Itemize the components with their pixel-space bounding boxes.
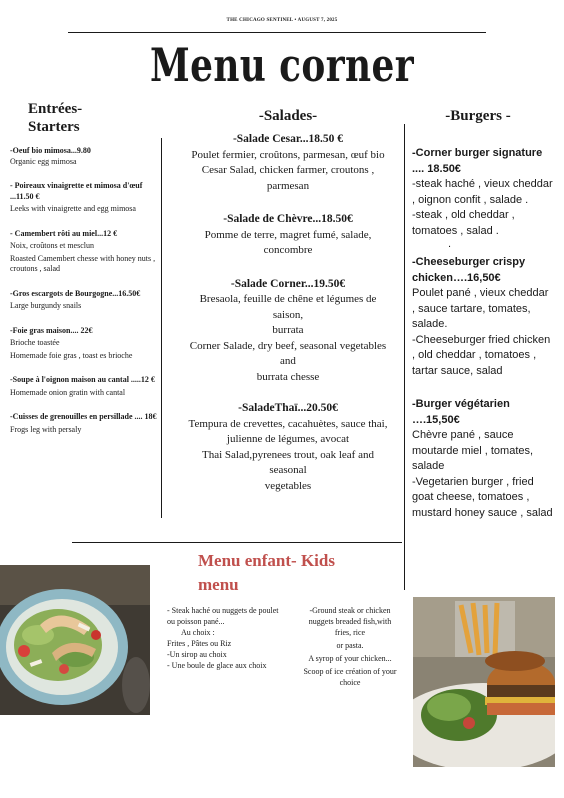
burgers-section <box>412 106 554 521</box>
entree-name: - Poireaux vinaigrette et mimosa d'œuf ...11.50 € <box>10 181 143 201</box>
salade-line-en: Cesar Salad, chicken farmer, croutons , parmesan <box>201 164 375 192</box>
entrees-heading-fr: Entrées- <box>28 101 83 117</box>
kids-line-en: -Ground steak or chicken nuggets breaded fish,with fries, rice <box>308 606 392 637</box>
entree-name: -Cuisses de grenouilles en persillade .... 18€ <box>10 412 157 421</box>
masthead: THE CHICAGO SENTINEL • AUGUST 7, 2025 <box>226 18 338 23</box>
burger-line-en: -Cheeseburger fried chicken , old cheddar , tomatoes , tartar sauce, salad <box>412 333 551 377</box>
entree-desc-en: Homemade foie gras , toast es brioche <box>10 350 133 360</box>
salade-item-cesar <box>188 132 388 194</box>
salade-line: Tempura de crevettes, cacahuètes, sauce thai, julienne de légumes, avocat <box>188 417 388 445</box>
burger-line: Poulet pané , vieux cheddar , sauce tartare, tomates, salade. <box>412 287 549 330</box>
salade-item-thai <box>188 401 388 494</box>
entree-desc: Noix, croûtons et mesclun <box>10 241 94 250</box>
kids-menu-title <box>198 549 398 597</box>
burger-item-vegetarien <box>412 397 554 521</box>
burgers-divider <box>404 124 405 590</box>
entree-name: -Soupe à l'oignon maison au cantal .....12 € <box>10 375 155 384</box>
entree-name: -Gros escargots de Bourgogne...16.50€ <box>10 288 141 298</box>
salade-line-en: vegetables <box>264 479 312 492</box>
salade-name: -Salade de Chèvre...18.50€ <box>223 213 353 225</box>
burger-name: -Cheeseburger crispy chicken….16,50€ <box>412 256 526 284</box>
kids-divider <box>72 542 402 543</box>
burger-line: Chèvre pané , sauce moutarde miel , tomates, salade <box>412 429 534 472</box>
entrees-section <box>10 100 160 435</box>
salade-name: -Salade Corner...19.50€ <box>230 277 346 290</box>
entree-desc-en: Roasted Camembert chesse with honey nuts , croutons , salad <box>10 253 156 273</box>
burger-line-en: -Vegetarien burger , fried goat cheese, tomatoes , mustard honey sauce , salad <box>412 475 553 519</box>
salades-section <box>188 106 388 494</box>
burger-line: . <box>448 238 452 250</box>
burger-line-en: -steak , old cheddar , tomatoes , salad . <box>412 209 515 237</box>
kids-line: - Une boule de glace aux choix <box>167 661 267 670</box>
entree-item-escargots <box>10 289 160 312</box>
entree-item-oeuf <box>10 146 160 167</box>
salade-line: Poulet fermier, croûtons, parmesan, œuf bio <box>191 148 385 161</box>
salade-line: Pomme de terre, magret fumé, salade, concombre <box>204 228 372 256</box>
entree-desc: Homemade onion gratin with cantal <box>10 387 126 397</box>
entree-item-poireaux <box>10 181 160 215</box>
entree-item-grenouilles <box>10 412 160 435</box>
entree-desc: Large burgundy snails <box>10 301 82 310</box>
burger-line: -steak haché , vieux cheddar , oignon confit , salade . <box>412 178 553 206</box>
entree-desc: Frogs leg with persaly <box>10 424 82 434</box>
salade-line: Bresaola, feuille de chêne et légumes de saison, <box>199 293 377 321</box>
kids-line: - Steak haché ou nuggets de poulet ou poisson pané... <box>167 606 279 626</box>
burger-name: -Burger végétarien ….15,50€ <box>412 398 510 426</box>
kids-title-line-2: menu <box>198 575 239 594</box>
salad-photo-icon <box>0 565 150 715</box>
kids-line: -Un sirop au choix <box>167 650 227 659</box>
kids-menu-en <box>300 605 400 688</box>
kids-line: Au choix : <box>181 628 215 637</box>
entree-desc: Leeks with vinaigrette and egg mimosa <box>10 204 136 213</box>
salade-line-en: Corner Salade, dry beef, seasonal vegetables and <box>189 339 387 367</box>
entrees-heading <box>10 100 160 136</box>
entree-desc: Brioche toastée <box>10 338 60 347</box>
burgers-heading: -Burgers - <box>445 108 511 124</box>
kids-line-en: Scoop of ice création of your choice <box>303 667 397 687</box>
burger-item-corner <box>412 146 554 249</box>
kids-line: Frites , Pâtes ou Riz <box>167 639 232 648</box>
entrees-divider <box>161 138 162 518</box>
salade-name: -Salade Cesar...18.50 € <box>232 133 344 145</box>
entree-item-soupe <box>10 375 160 398</box>
entree-item-camembert <box>10 229 160 275</box>
kids-line-en: or pasta. <box>336 641 364 650</box>
burger-item-cheeseburger <box>412 255 554 379</box>
entree-name: - Camembert rôti au miel...12 € <box>10 228 118 238</box>
entree-desc: Organic egg mimosa <box>10 156 77 166</box>
burger-photo <box>413 597 555 767</box>
kids-title-line-1: Menu enfant- Kids <box>198 551 335 570</box>
salade-line-en: Thai Salad,pyrenees trout, oak leaf and seasonal <box>202 448 374 476</box>
salade-item-corner <box>188 277 388 386</box>
salad-photo <box>0 565 150 715</box>
entree-name: -Foie gras maison.... 22€ <box>10 325 93 335</box>
entree-name: -Oeuf bio mimosa...9.80 <box>10 146 91 155</box>
salade-line: burrata <box>272 324 304 336</box>
kids-line-en: A syrop of your chicken... <box>308 654 392 663</box>
salade-name: -SaladeThaï...20.50€ <box>238 402 338 414</box>
salade-line-en: burrata chesse <box>256 370 320 383</box>
salade-item-chevre <box>188 212 388 259</box>
page-title: Menu corner <box>149 38 415 92</box>
burger-name: -Corner burger signature .... 18.50€ <box>412 147 543 175</box>
kids-menu-fr <box>167 605 283 671</box>
entrees-heading-en: Starters <box>28 119 80 135</box>
salades-heading: -Salades- <box>258 108 318 124</box>
burger-photo-icon <box>413 597 555 767</box>
top-rule <box>68 32 486 33</box>
entree-item-foie-gras <box>10 326 160 362</box>
